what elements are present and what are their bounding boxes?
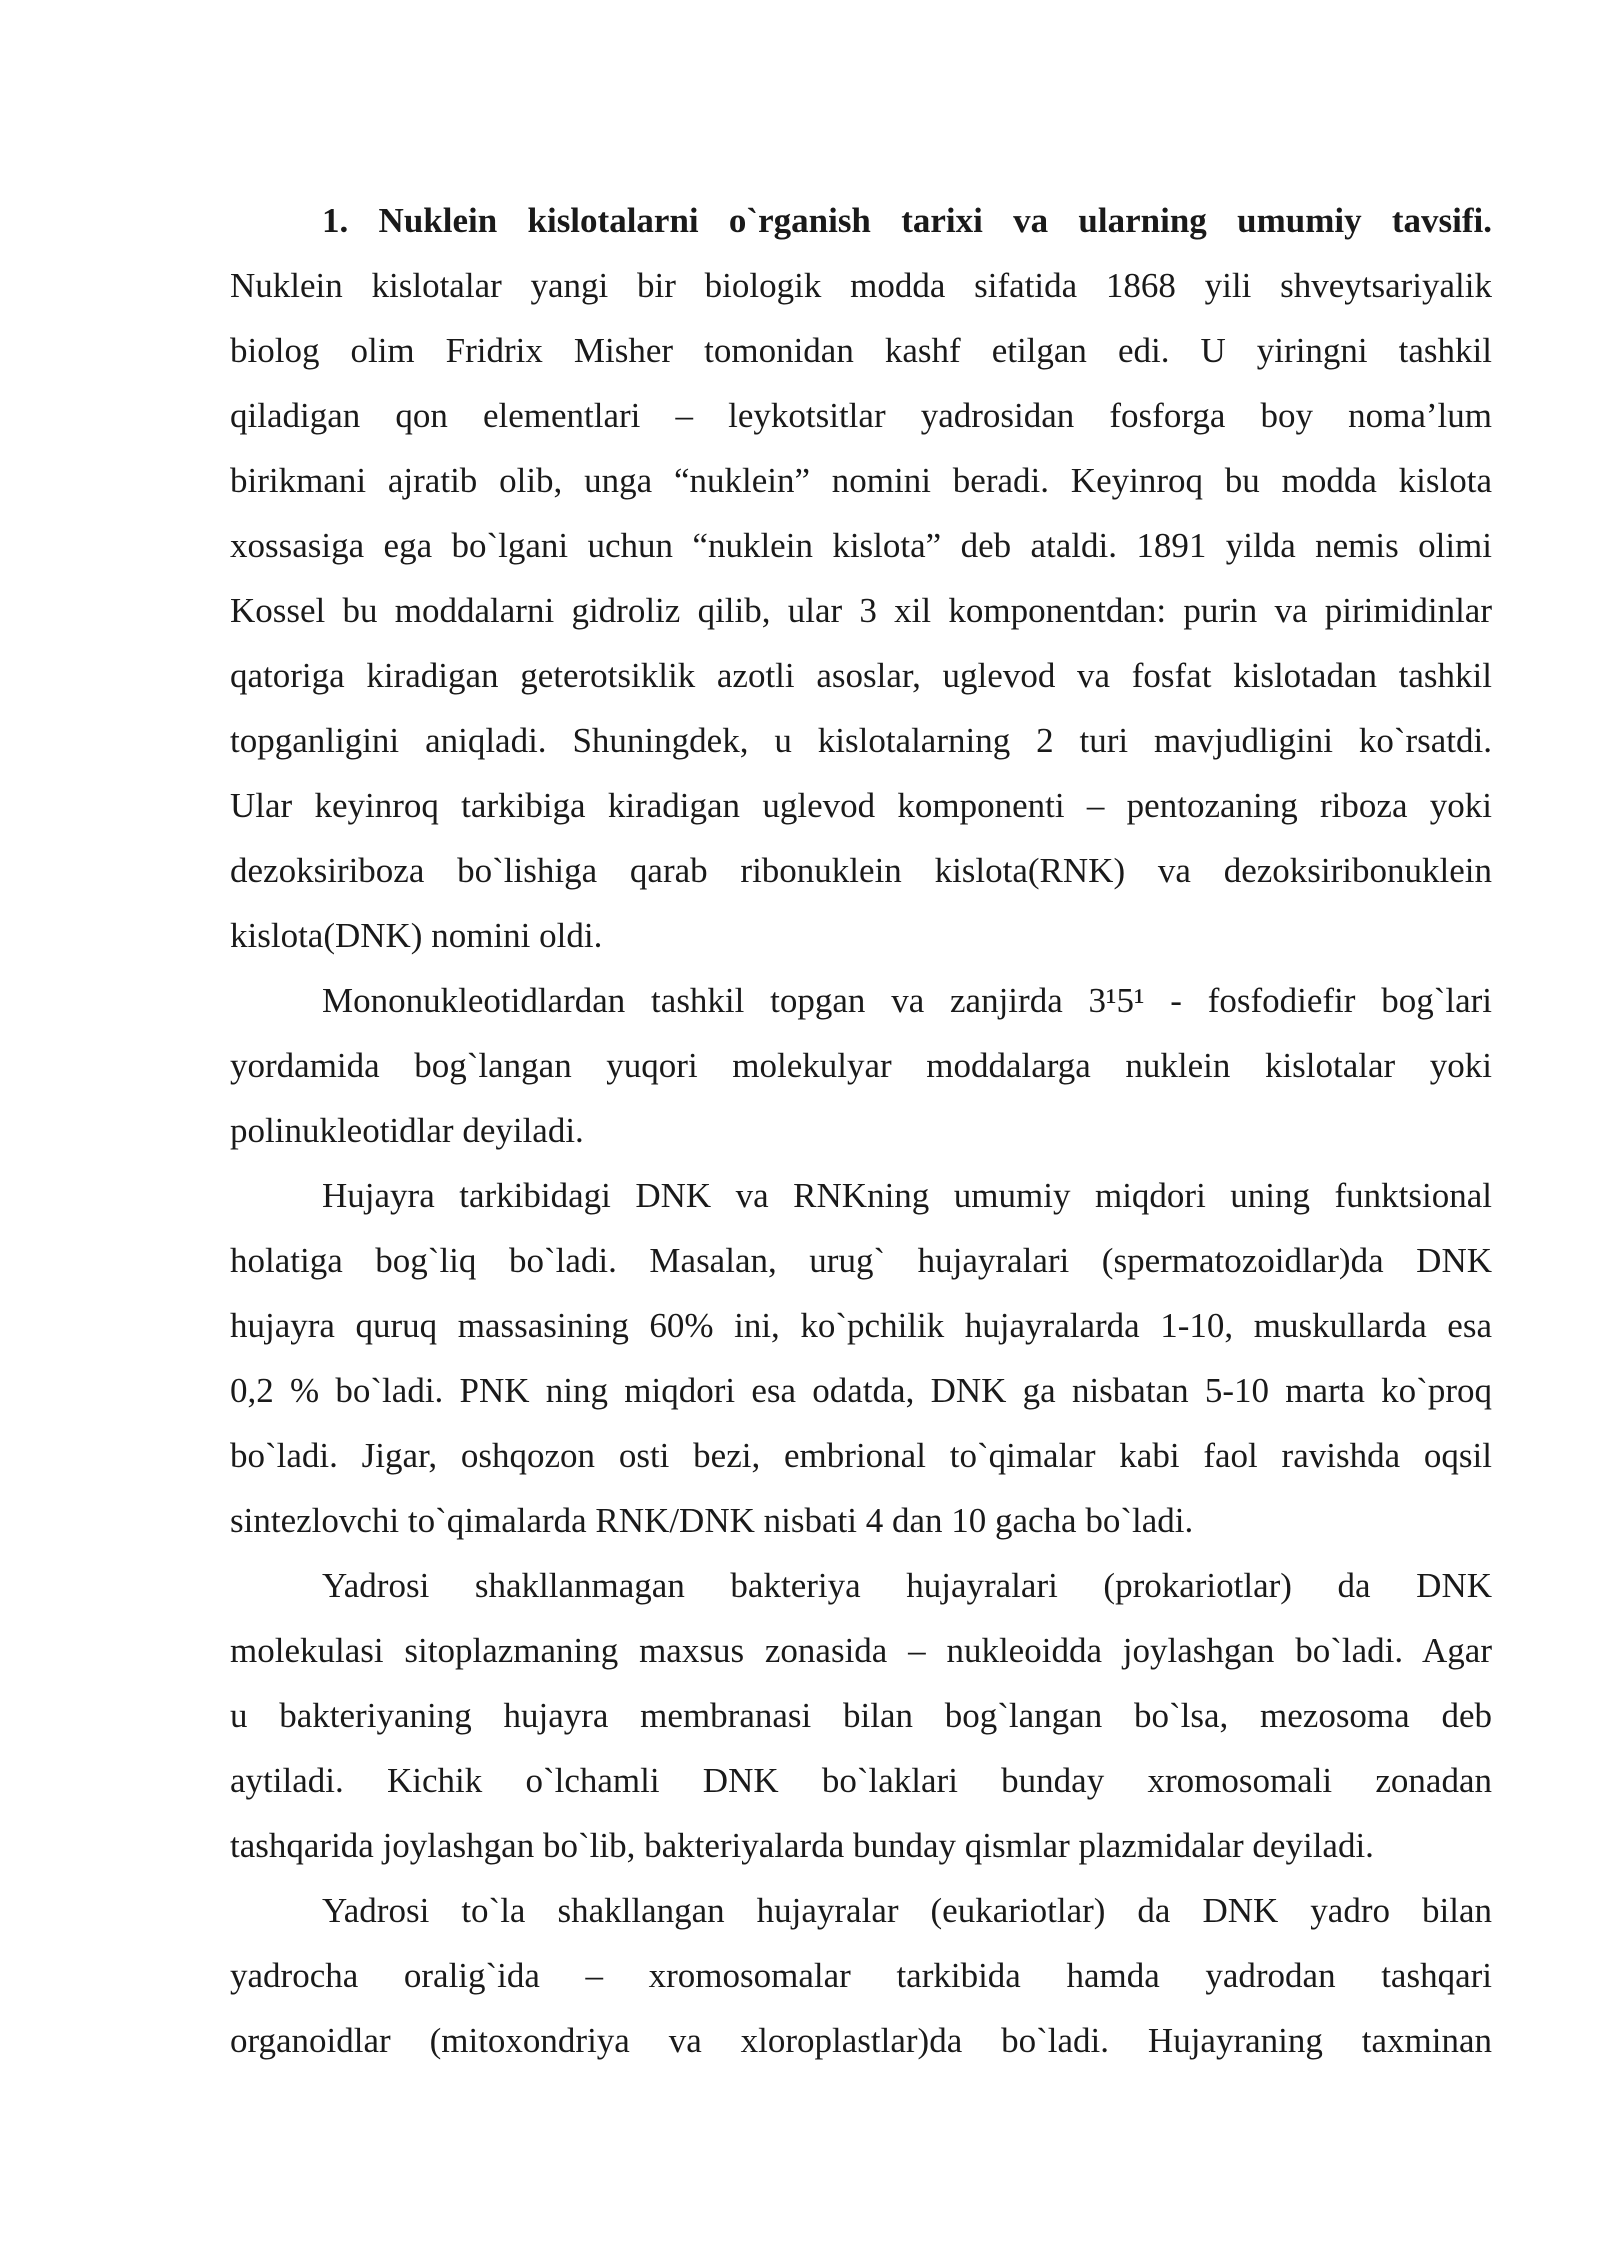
paragraph-definition bbox=[230, 974, 1492, 1169]
paragraph-line: organoidlar (mitoxondriya va xloroplastlar)da bo`ladi. Hujayraning taxminan bbox=[230, 2021, 1492, 2060]
paragraph-line: dezoksiriboza bo`lishiga qarab ribonuklein kislota(RNK) va dezoksiribonuklein bbox=[230, 851, 1492, 890]
paragraph-line: aytiladi. Kichik o`lchamli DNK bo`laklari bunday xromosomali zonadan bbox=[230, 1761, 1492, 1800]
paragraph-line bbox=[230, 194, 1492, 259]
paragraph-line: polinukleotidlar deyiladi. bbox=[230, 1111, 584, 1150]
paragraph-line: 0,2 % bo`ladi. PNK ning miqdori esa odatda, DNK ga nisbatan 5-10 marta ko`proq bbox=[230, 1371, 1492, 1410]
paragraph-line: bo`ladi. Jigar, oshqozon osti bezi, embrional to`qimalar kabi faol ravishda oqsil bbox=[230, 1436, 1492, 1475]
paragraph-line: molekulasi sitoplazmaning maxsus zonasida – nukleoidda joylashgan bo`ladi. Agar bbox=[230, 1631, 1492, 1670]
paragraph-line: kislota(DNK) nomini oldi. bbox=[230, 916, 603, 955]
paragraph-line: holatiga bog`liq bo`ladi. Masalan, urug` hujayralari (spermatozoidlar)da DNK bbox=[230, 1241, 1492, 1280]
paragraph-line: birikmani ajratib olib, unga “nuklein” nomini beradi. Keyinroq bu modda kislota bbox=[230, 461, 1492, 500]
paragraph-line: hujayra quruq massasining 60% ini, ko`pchilik hujayralarda 1-10, muskullarda esa bbox=[230, 1306, 1492, 1345]
paragraph-line: yordamida bog`langan yuqori molekulyar moddalarga nuklein kislotalar yoki bbox=[230, 1046, 1492, 1085]
paragraph-line: topganligini aniqladi. Shuningdek, u kislotalarning 2 turi mavjudligini ko`rsatdi. bbox=[230, 721, 1492, 760]
paragraph-line: Mononukleotidlardan tashkil topgan va zanjirda 3¹5¹ - fosfodiefir bog`lari bbox=[322, 981, 1492, 1020]
paragraph-line: xossasiga ega bo`lgani uchun “nuklein kislota” deb ataldi. 1891 yilda nemis olimi bbox=[230, 526, 1492, 565]
paragraph-line: Hujayra tarkibidagi DNK va RNKning umumiy miqdori uning funktsional bbox=[322, 1176, 1492, 1215]
paragraph-line: yadrocha oralig`ida – xromosomalar tarkibida hamda yadrodan tashqari bbox=[230, 1956, 1492, 1995]
paragraph-line: Yadrosi shakllanmagan bakteriya hujayralari (prokariotlar) da DNK bbox=[322, 1566, 1492, 1605]
paragraph-line: sintezlovchi to`qimalarda RNK/DNK nisbati 4 dan 10 gacha bo`ladi. bbox=[230, 1501, 1194, 1540]
paragraph-line: Kossel bu moddalarni gidroliz qilib, ular 3 xil komponentdan: purin va pirimidinlar bbox=[230, 591, 1492, 630]
paragraph-line: Nuklein kislotalar yangi bir biologik modda sifatida 1868 yili shveytsariyalik bbox=[230, 266, 1492, 305]
paragraph-prokaryotes bbox=[230, 1559, 1492, 1884]
section-heading: 1. Nuklein kislotalarni o`rganish tarixi va ularning umumiy tavsifi. bbox=[322, 201, 1492, 240]
paragraph-line: u bakteriyaning hujayra membranasi bilan bog`langan bo`lsa, mezosoma deb bbox=[230, 1696, 1492, 1735]
document-body bbox=[230, 194, 1492, 2079]
paragraph-content bbox=[230, 1169, 1492, 1559]
paragraph-line: qiladigan qon elementlari – leykotsitlar yadrosidan fosforga boy noma’lum bbox=[230, 396, 1492, 435]
paragraph-line: Ular keyinroq tarkibiga kiradigan uglevod komponenti – pentozaning riboza yoki bbox=[230, 786, 1492, 825]
paragraph-line: Yadrosi to`la shakllangan hujayralar (eukariotlar) da DNK yadro bilan bbox=[322, 1891, 1492, 1930]
paragraph-eukaryotes bbox=[230, 1884, 1492, 2079]
paragraph-line: tashqarida joylashgan bo`lib, bakteriyalarda bunday qismlar plazmidalar deyiladi. bbox=[230, 1826, 1374, 1865]
paragraph-line: biolog olim Fridrix Misher tomonidan kashf etilgan edi. U yiringni tashkil bbox=[230, 331, 1492, 370]
paragraph-history bbox=[230, 194, 1492, 974]
paragraph-line: qatoriga kiradigan geterotsiklik azotli asoslar, uglevod va fosfat kislotadan tashkil bbox=[230, 656, 1492, 695]
